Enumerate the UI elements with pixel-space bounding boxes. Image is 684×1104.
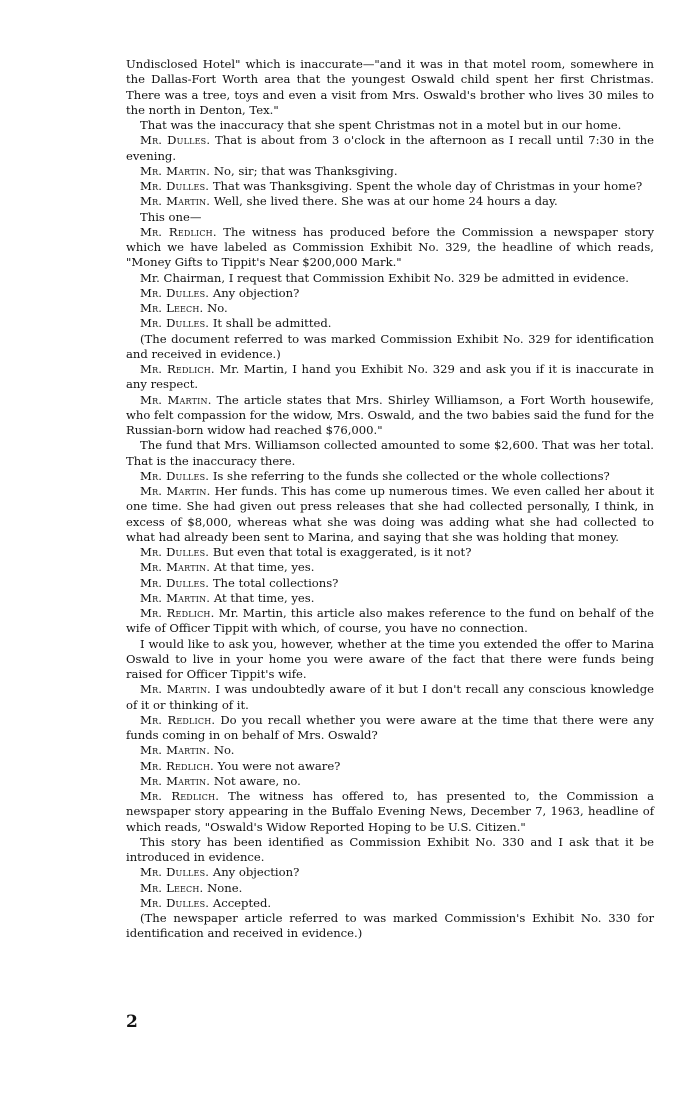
transcript-paragraph [126, 865, 654, 880]
speaker-name: Mr. Leech. [140, 880, 204, 895]
speaker-name: Mr. Martin. [140, 773, 211, 788]
paragraph-text: Mr. Martin, I hand you Exhibit No. 329 and ask you if it is inaccurate in any respect. [126, 362, 655, 392]
paragraph-text: Is she referring to the funds she collected or the whole collections? [212, 468, 610, 483]
transcript-paragraph [126, 896, 654, 911]
transcript-paragraph [126, 682, 654, 713]
paragraph-text: The witness has produced before the Commission a newspaper story which we have labeled as Commission Exhibit No. 329, the headline of which reads, "Money Gifts to Tippit's Near $200,000 Mark." [126, 224, 655, 270]
paragraph-text: Well, she lived there. She was at our home 24 hours a day. [213, 194, 558, 209]
transcript-paragraph [126, 179, 654, 194]
speaker-name: Mr. Martin. [140, 743, 211, 758]
speaker-name: Mr. Martin. [140, 194, 211, 209]
transcript-paragraph [126, 576, 654, 591]
speaker-name: Mr. Dulles. [140, 468, 210, 483]
speaker-name: Mr. Dulles. [140, 179, 210, 193]
speaker-name: Mr. Redlich. [140, 758, 214, 773]
paragraph-text: (The document referred to was marked Commission Exhibit No. 329 for identification and received in evidence.) [126, 331, 654, 361]
paragraph-text: That was the inaccuracy that she spent Christmas not in a motel but in our home. [140, 118, 622, 132]
transcript-paragraph [126, 57, 654, 118]
transcript-paragraph [126, 469, 654, 484]
transcript-paragraph [126, 393, 654, 439]
speaker-name: Mr. Dulles. [140, 316, 210, 331]
speaker-name: Mr. Redlich. [140, 362, 215, 376]
speaker-name: Mr. Martin. [140, 484, 211, 498]
transcript-paragraph [126, 774, 654, 789]
transcript-paragraph [126, 332, 654, 363]
speaker-name: Mr. Martin. [140, 682, 211, 697]
paragraph-text: It shall be admitted. [212, 316, 332, 331]
paragraph-text: You were not aware? [217, 758, 341, 773]
transcript-paragraph [126, 759, 654, 774]
speaker-name: Mr. Dulles. [140, 895, 210, 910]
paragraph-text: Her funds. This has come up numerous times. We even called her about it one time. She had given out press releases that she had collected personally, I think, in excess of $8,000, whereas what she was doing was adding what she had collected to what had already been sent to Marina, and saying that she was holding that money. [126, 484, 655, 544]
speaker-name: Mr. Martin. [140, 590, 211, 605]
transcript-paragraph [126, 210, 654, 225]
speaker-name: Mr. Dulles. [140, 133, 211, 148]
paragraph-text: I was undoubtedly aware of it but I don't recall any conscious knowledge of it or thinking of it. [126, 682, 654, 712]
paragraph-text: Mr. Martin, this article also makes reference to the fund on behalf of the wife of Officer Tippit with which, of course, you have no connection. [126, 606, 654, 636]
paragraph-text: Mr. Chairman, I request that Commission Exhibit No. 329 be admitted in evidence. [140, 270, 629, 285]
paragraph-text: No. [213, 743, 235, 758]
transcript-paragraph [126, 164, 654, 179]
transcript-paragraph [126, 362, 654, 393]
paragraph-text: Any objection? [212, 285, 300, 300]
paragraph-text: But even that total is exaggerated, is it not? [212, 545, 472, 559]
paragraph-text: The witness has offered to, has presented to, the Commission a newspaper story appearing in the Buffalo Evening News, December 7, 1963, headline of which reads, "Oswald's Widow Reported Hoping to be U.S. Citizen." [126, 789, 655, 834]
paragraph-text: The total collections? [212, 575, 339, 590]
speaker-name: Mr. Dulles. [140, 575, 210, 590]
transcript-paragraph [126, 911, 654, 942]
paragraph-text: No. [207, 301, 228, 315]
paragraph-text: I would like to ask you, however, whether at the time you extended the offer to Marina Oswald to live in your home you were aware of the fact that there were funds being raised for Officer Tippit's wife. [126, 636, 654, 681]
transcript-paragraph [126, 194, 654, 209]
transcript-paragraph [126, 316, 654, 331]
paragraph-text: No, sir; that was Thanksgiving. [213, 163, 398, 178]
transcript-paragraph [126, 438, 654, 469]
transcript-paragraph [126, 591, 654, 606]
paragraph-text: This one— [140, 209, 202, 224]
transcript-paragraph [126, 881, 654, 896]
speaker-name: Mr. Redlich. [140, 789, 220, 803]
paragraph-text: Accepted. [212, 895, 272, 910]
transcript-paragraph [126, 545, 654, 560]
speaker-name: Mr. Dulles. [140, 865, 210, 880]
transcript-paragraph [126, 713, 654, 744]
speaker-name: Mr. Martin. [140, 163, 211, 178]
paragraph-text: None. [207, 880, 243, 895]
page-number: 2 [126, 1012, 138, 1032]
transcript-paragraph [126, 560, 654, 575]
transcript-paragraph [126, 118, 654, 133]
paragraph-text: This story has been identified as Commission Exhibit No. 330 and I ask that it be introduced in evidence. [126, 834, 654, 864]
transcript-paragraph [126, 637, 654, 683]
speaker-name: Mr. Redlich. [140, 712, 216, 727]
speaker-name: Mr. Dulles. [140, 545, 210, 559]
transcript-paragraph [126, 286, 654, 301]
paragraph-text: The article states that Mrs. Shirley Williamson, a Fort Worth housewife, who felt compassion for the widow, Mrs. Oswald, and the two babies said the fund for the Russian-born widow had reached $76,000." [126, 392, 654, 437]
speaker-name: Mr. Leech. [140, 301, 204, 315]
transcript-paragraph [126, 835, 654, 866]
paragraph-text: Do you recall whether you were aware at the time that there were any funds coming in on behalf of Mrs. Oswald? [126, 712, 654, 742]
paragraph-text: At that time, yes. [213, 590, 315, 605]
paragraph-text: At that time, yes. [213, 560, 315, 575]
speaker-name: Mr. Redlich. [140, 224, 217, 239]
paragraph-text: Not aware, no. [213, 773, 301, 788]
paragraph-text: That is about from 3 o'clock in the afternoon as I recall until 7:30 in the evening. [126, 133, 654, 163]
transcript-paragraph [126, 225, 654, 271]
transcript-paragraph [126, 484, 654, 545]
speaker-name: Mr. Redlich. [140, 606, 215, 620]
transcript-paragraph [126, 789, 654, 835]
paragraph-text: That was Thanksgiving. Spent the whole day of Christmas in your home? [212, 179, 643, 193]
transcript-paragraph [126, 606, 654, 637]
transcript-body [126, 57, 654, 942]
speaker-name: Mr. Dulles. [140, 285, 210, 300]
paragraph-text: Any objection? [212, 865, 300, 880]
transcript-paragraph [126, 271, 654, 286]
speaker-name: Mr. Martin. [140, 560, 211, 575]
paragraph-text: (The newspaper article referred to was marked Commission's Exhibit No. 330 for identification and received in evidence.) [126, 911, 654, 941]
transcript-paragraph [126, 301, 654, 316]
paragraph-text: Undisclosed Hotel" which is inaccurate—"and it was in that motel room, somewhere in the Dallas-Fort Worth area that the youngest Oswald child spent her first Christmas. There was a tree, toys and even a visit from Mrs. Oswald's brother who lives 30 miles to the north in Denton, Tex." [126, 57, 654, 117]
speaker-name: Mr. Martin. [140, 392, 212, 407]
paragraph-text: The fund that Mrs. Williamson collected amounted to some $2,600. That was her total. That is the inaccuracy there. [126, 438, 654, 468]
transcript-paragraph [126, 743, 654, 758]
transcript-paragraph [126, 133, 654, 164]
